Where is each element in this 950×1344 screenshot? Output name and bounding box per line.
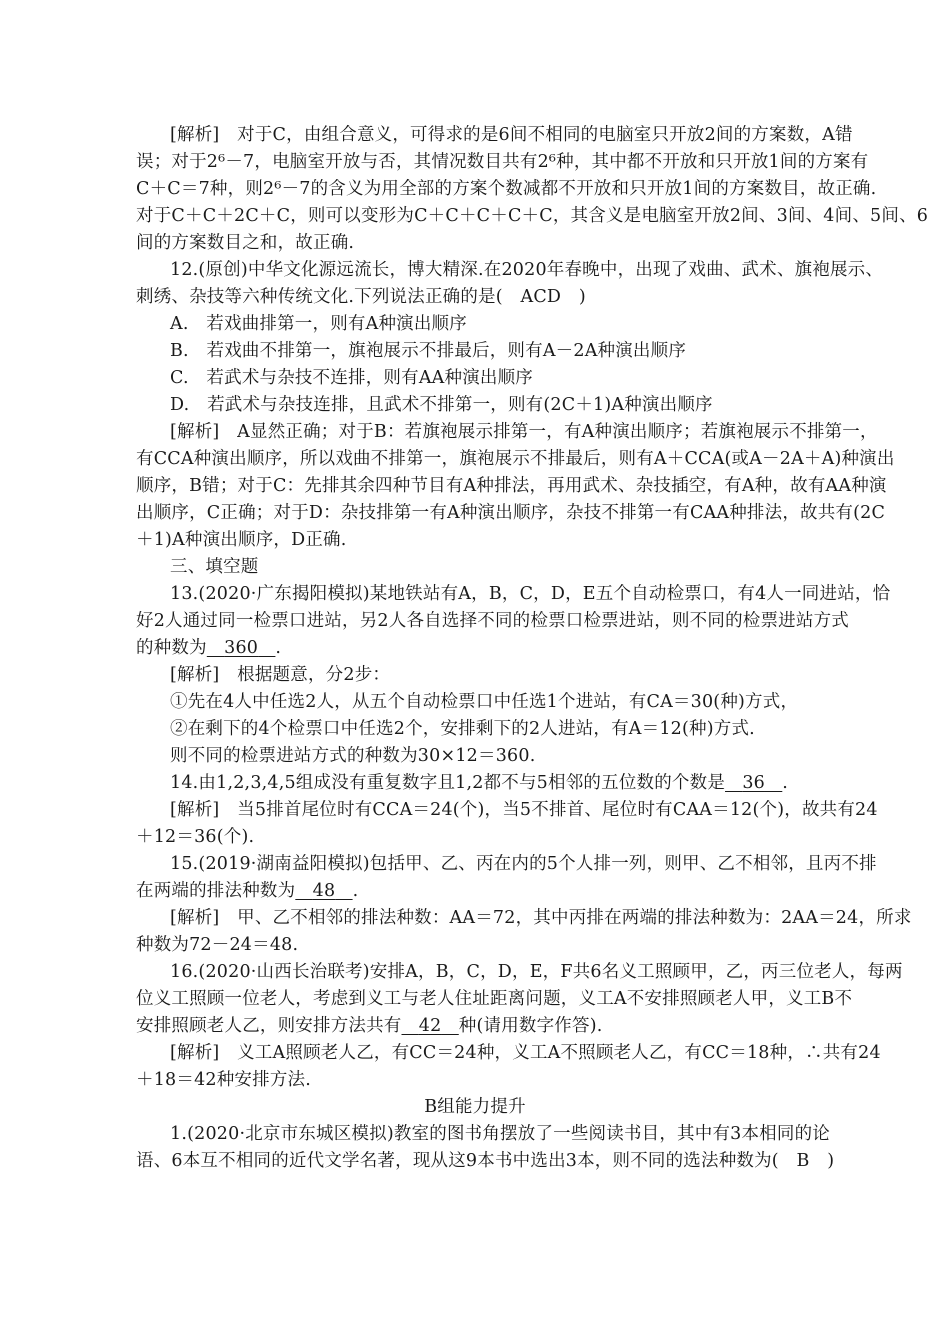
text-line: 12.(原创)中华文化源远流长，博大精深.在2020年春晚中，出现了戏曲、武术、旗袍展示、: [170, 260, 884, 280]
text-fragment: 14.由1,2,3,4,5组成没有重复数字且1,2都不与5相邻的五位数的个数是: [170, 773, 726, 793]
option-c: C. 若武术与杂技不连排，则有AA种演出顺序: [170, 368, 534, 388]
text-line: [136, 879, 816, 903]
text-line: 则不同的检票进站方式的种数为30×12＝360.: [170, 746, 536, 766]
text-line: [136, 1014, 816, 1038]
text-line: 顺序，B错；对于C：先排其余四种节目有A种排法，再用武术、杂技插空，有A种，故有AA种演: [136, 476, 887, 496]
text-line: [解析] 甲、乙不相邻的排法种数：AA＝72，其中丙排在两端的排法种数为：2AA＝24，所求: [170, 908, 912, 928]
option-d: D. 若武术与杂技连排，且武术不排第一，则有(2C＋1)A种演出顺序: [170, 395, 713, 415]
text-line: [170, 771, 850, 795]
answer-blank: [725, 771, 782, 795]
text-line: [解析] 根据题意，分2步：: [170, 665, 391, 685]
text-line: 有CCA种演出顺序，所以戏曲不排第一，旗袍展示不排最后，则有A＋CCA(或A－2A＋A)种演出: [136, 449, 895, 469]
text-line: 1.(2020·北京市东城区模拟)教室的图书角摆放了一些阅读书目，其中有3本相同的论: [170, 1124, 830, 1144]
text-fragment: 种(请用数字作答).: [458, 1016, 603, 1036]
answer-blank: [207, 636, 276, 660]
text-fragment: 安排照顾老人乙，则安排方法共有: [136, 1016, 402, 1036]
answer-value: 42: [418, 1016, 442, 1036]
answer-blank: [295, 879, 352, 903]
section-heading: 三、填空题: [170, 557, 259, 577]
text-line: ②在剩下的4个检票口中任选2个，安排剩下的2人进站，有A＝12(种)方式.: [170, 719, 755, 739]
text-line: 15.(2019·湖南益阳模拟)包括甲、乙、丙在内的5个人排一列，则甲、乙不相邻，且丙不排: [170, 854, 877, 874]
answer-blank: [402, 1014, 459, 1038]
text-line: ＋12＝36(个).: [136, 827, 255, 847]
option-b: B. 若戏曲不排第一，旗袍展示不排最后，则有A－2A种演出顺序: [170, 341, 687, 361]
text-line: 间的方案数目之和，故正确.: [136, 233, 355, 253]
text-line: 语、6本互不相同的近代文学名著，现从这9本书中选出3本，则不同的选法种数为( B ): [136, 1151, 835, 1171]
text-line: 对于C＋C＋2C＋C，则可以变形为C＋C＋C＋C＋C，其含义是电脑室开放2间、3间、4间、5间、6: [136, 206, 929, 226]
text-fragment: 的种数为: [136, 638, 207, 658]
answer-value: 36: [742, 773, 765, 793]
text-line: 误；对于2⁶－7，电脑室开放与否，其情况数目共有2⁶种，其中都不开放和只开放1间的方案有: [136, 152, 869, 172]
text-line: 位义工照顾一位老人，考虑到义工与老人住址距离问题，义工A不安排照顾老人甲，义工B不: [136, 989, 853, 1009]
text-line: [136, 636, 816, 660]
text-line: 种数为72－24＝48.: [136, 935, 299, 955]
text-line: 出顺序，C正确；对于D：杂技排第一有A种演出顺序，杂技不排第一有CAA种排法，故共有(2C: [136, 503, 886, 523]
text-line: [解析] 义工A照顾老人乙，有CC＝24种，义工A不照顾老人乙，有CC＝18种，∴共有24: [170, 1043, 881, 1063]
text-line: [解析] 当5排首尾位时有CCA＝24(个)，当5不排首、尾位时有CAA＝12(个)，故共有24: [170, 800, 878, 820]
text-line: [解析] 对于C，由组合意义，可得求的是6间不相同的电脑室只开放2间的方案数，A错: [170, 125, 853, 145]
text-line: 16.(2020·山西长治联考)安排A，B，C，D，E，F共6名义工照顾甲，乙，丙三位老人，每两: [170, 962, 903, 982]
text-fragment: .: [352, 881, 359, 901]
text-fragment: 在两端的排法种数为: [136, 881, 296, 901]
text-line: C＋C＝7种，则2⁶－7的含义为用全部的方案个数减都不开放和只开放1间的方案数目，故正确.: [136, 179, 877, 199]
text-fragment: .: [275, 638, 282, 658]
text-line: ＋1)A种演出顺序，D正确.: [136, 530, 347, 550]
answer-value: 48: [312, 881, 336, 901]
answer-value: 360: [224, 638, 259, 658]
section-title: B组能力提升: [424, 1097, 526, 1117]
text-line: [解析] A显然正确；对于B：若旗袍展示排第一，有A种演出顺序；若旗袍展示不排第一，: [170, 422, 878, 442]
text-fragment: .: [782, 773, 789, 793]
option-a: A. 若戏曲排第一，则有A种演出顺序: [170, 314, 467, 334]
text-line: 好2人通过同一检票口进站，另2人各自选择不同的检票口检票进站，则不同的检票进站方式: [136, 611, 849, 631]
text-line: 13.(2020·广东揭阳模拟)某地铁站有A，B，C，D，E五个自动检票口，有4人一同进站，恰: [170, 584, 891, 604]
text-line: ①先在4人中任选2人，从五个自动检票口中任选1个进站，有CA＝30(种)方式，: [170, 692, 799, 712]
text-line: ＋18＝42种安排方法.: [136, 1070, 311, 1090]
text-line: 刺绣、杂技等六种传统文化.下列说法正确的是( ACD ): [136, 287, 586, 307]
